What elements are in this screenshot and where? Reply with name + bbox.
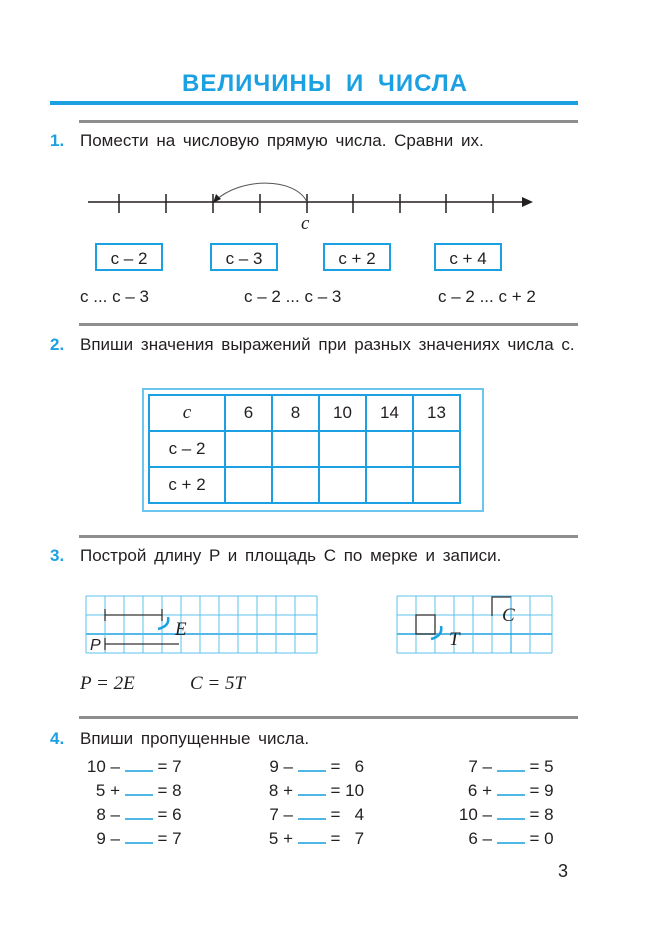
expression-box[interactable]: c + 2 [323,243,391,271]
formula-p: P = 2E [80,673,135,694]
exercise-1-text: Помести на числовую прямую числа. Сравни их. [80,131,484,150]
measure-brace-icon [431,626,441,639]
answer-cell[interactable] [272,431,319,467]
expression-box[interactable]: c – 2 [95,243,163,271]
expression-box[interactable]: c – 3 [210,243,278,271]
answer-cell[interactable] [366,467,413,503]
table-header-cell: 13 [413,395,460,431]
measure-t-label: T [449,629,460,650]
section-divider [79,716,578,719]
answer-cell[interactable] [366,431,413,467]
equation: 10 – = 8 [458,805,554,824]
equation: 6 – = 0 [468,829,554,848]
table-header-cell: 8 [272,395,319,431]
exercise-4-number: 4. [50,729,65,748]
equation: 9 – = 7 [96,829,182,848]
equation: 8 – = 6 [96,805,182,824]
row-label: c – 2 [149,431,225,467]
values-table-frame [142,388,484,512]
exercise-4-text: Впиши пропущенные числа. [80,729,310,748]
section-divider [79,535,578,538]
measure-brace-icon [158,617,168,629]
values-table [148,394,461,504]
exercise-1-number: 1. [50,131,65,150]
equation: 10 – = 7 [86,757,182,776]
expression-box[interactable]: c + 4 [434,243,502,271]
row-label: c + 2 [149,467,225,503]
answer-cell[interactable] [225,467,272,503]
comparison-2: c – 2 ... c – 3 [244,287,342,306]
answer-blank[interactable] [497,828,525,844]
answer-blank[interactable] [298,756,326,772]
page-title: ВЕЛИЧИНЫ И ЧИСЛА [182,70,468,97]
answer-blank[interactable] [497,780,525,796]
answer-blank[interactable] [298,780,326,796]
answer-cell[interactable] [413,431,460,467]
answer-blank[interactable] [298,828,326,844]
section-divider [79,120,578,123]
equation: 5 + = 7 [268,829,365,848]
formula-c: C = 5T [190,673,246,694]
equation: 7 – = 5 [468,757,554,776]
answer-cell[interactable] [319,431,366,467]
length-grid[interactable] [84,594,324,658]
equation: 9 – = 6 [269,757,365,776]
table-header-cell: 6 [225,395,272,431]
title-underline [50,101,578,105]
measure-e-label: E [175,619,187,640]
table-header-cell: 14 [366,395,413,431]
comparison-3: c – 2 ... c + 2 [438,287,536,306]
answer-cell[interactable] [272,467,319,503]
equation: 7 – = 4 [269,805,365,824]
table-row [149,431,460,467]
exercise-3-text: Построй длину P и площадь C по мерке и записи. [80,546,502,565]
exercise-2-number: 2. [50,335,65,354]
page-number: 3 [558,861,569,881]
table-row [149,467,460,503]
comparison-1: c ... c – 3 [80,287,149,306]
answer-blank[interactable] [497,756,525,772]
equation: 6 + = 9 [467,781,554,800]
table-header-cell: c [149,395,225,431]
answer-blank[interactable] [497,804,525,820]
equation: 5 + = 8 [95,781,182,800]
answer-cell[interactable] [319,467,366,503]
table-header-cell: 10 [319,395,366,431]
answer-blank[interactable] [125,756,153,772]
area-grid[interactable] [395,594,555,658]
equation: 8 + = 10 [268,781,365,800]
answer-cell[interactable] [225,431,272,467]
answer-blank[interactable] [298,804,326,820]
exercise-2-text: Впиши значения выражений при разных значениях числа c. [80,335,575,354]
exercise-3-number: 3. [50,546,65,565]
shape-c-label: C [502,605,515,626]
answer-blank[interactable] [125,828,153,844]
answer-blank[interactable] [125,804,153,820]
answer-blank[interactable] [125,780,153,796]
section-divider [79,323,578,326]
table-header-row [149,395,460,431]
segment-p-label: P [90,637,101,654]
answer-cell[interactable] [413,467,460,503]
number-line [80,175,550,235]
point-c-label: c [301,213,310,234]
